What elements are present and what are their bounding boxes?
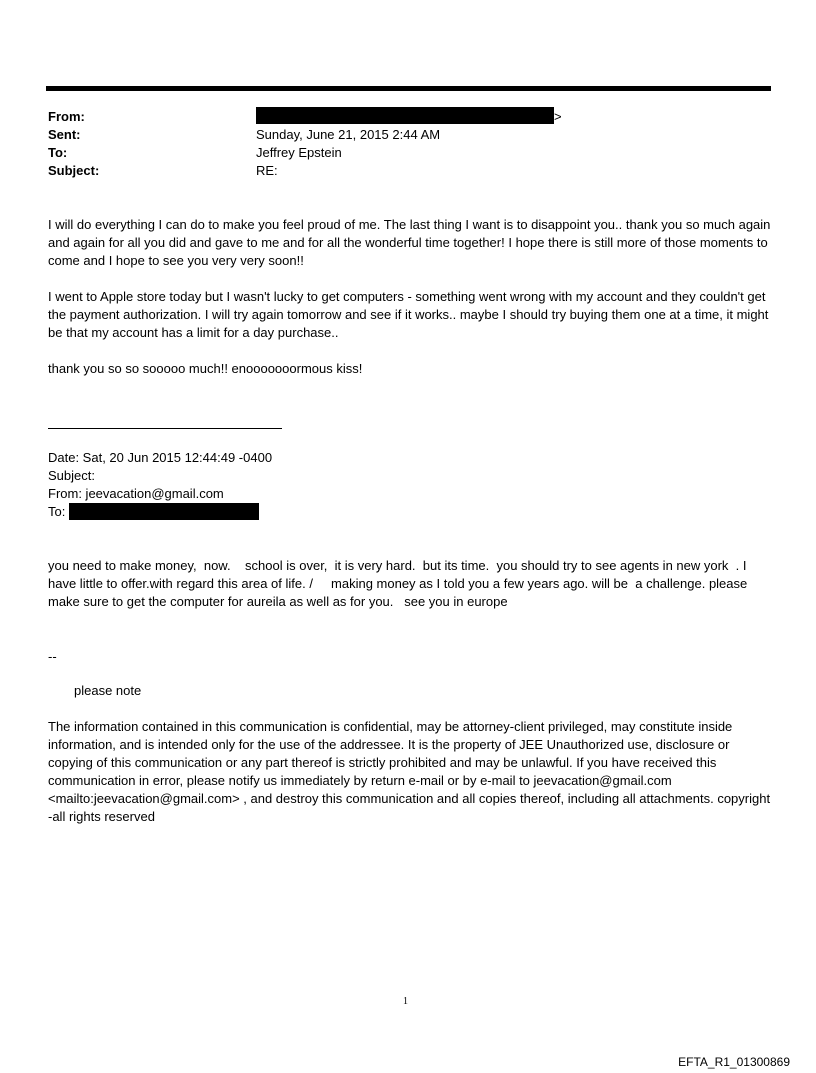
body-paragraph-2: I went to Apple store today but I wasn't lucky to get computers - something went wrong with my account and they couldn't get the payment authorization. I will try again tomorrow and see if it works.. maybe I should try buying them one at a time, it might be that my account has a limit for a day purchase.. [48,289,769,340]
to-value: Jeffrey Epstein [256,145,342,160]
quoted-subject: Subject: [48,468,95,483]
header-divider [46,86,771,91]
to-label: To: [48,145,68,160]
disclaimer-text: The information contained in this communication is confidential, may be attorney-client privileged, may constitute inside information, and is intended only for the use of the addressee. It is the property of JEE Unauthorized use, disclosure or copying of this communication or any part thereof is strictly prohibited and may be unlawful. If you have received this communication in error, please notify us immediately by return e-mail or by e-mail to jeevacation@gmail.com <mailto:jeevacation@gmail.com> , and destroy this communication and all copies thereof, including all attachments. copyright -all rights reserved [48,719,771,824]
redacted-recipient [69,503,259,520]
subject-value: RE: [256,163,278,178]
quoted-message: you need to make money, now. school is over, it is very hard. but its time. you should try to see agents in new york . I have little to offer.with regard this area of life. / making money as I told you a few years ago. will be a challenge. please make sure to get the computer for aureila as well as for you. see you in europe [48,558,751,609]
quoted-date: Date: Sat, 20 Jun 2015 12:44:49 -0400 [48,450,273,465]
quote-divider [48,428,282,429]
redacted-sender [256,107,554,124]
note-label: please note [74,683,142,698]
quoted-to: To: [48,504,66,519]
body-paragraph-3: thank you so so sooooo much!! enooooooormous kiss! [48,361,363,376]
from-label: From: [48,109,85,124]
sent-value: Sunday, June 21, 2015 2:44 AM [256,127,441,142]
signature-dash: -- [48,649,57,664]
body-paragraph-1: I will do everything I can do to make you feel proud of me. The last thing I want is to disappoint you.. thank you so much again and again for all you did and gave to me and for all the wonderful time together! I hope there is still more of those moments to come and I hope to see you very very soon!! [48,217,771,268]
quoted-from: From: jeevacation@gmail.com [48,486,224,501]
page-number: 1 [403,996,408,1007]
bates-number: EFTA_R1_01300869 [678,1055,790,1069]
sent-label: Sent: [48,127,81,142]
subject-label: Subject: [48,163,100,178]
from-suffix: > [554,109,562,124]
